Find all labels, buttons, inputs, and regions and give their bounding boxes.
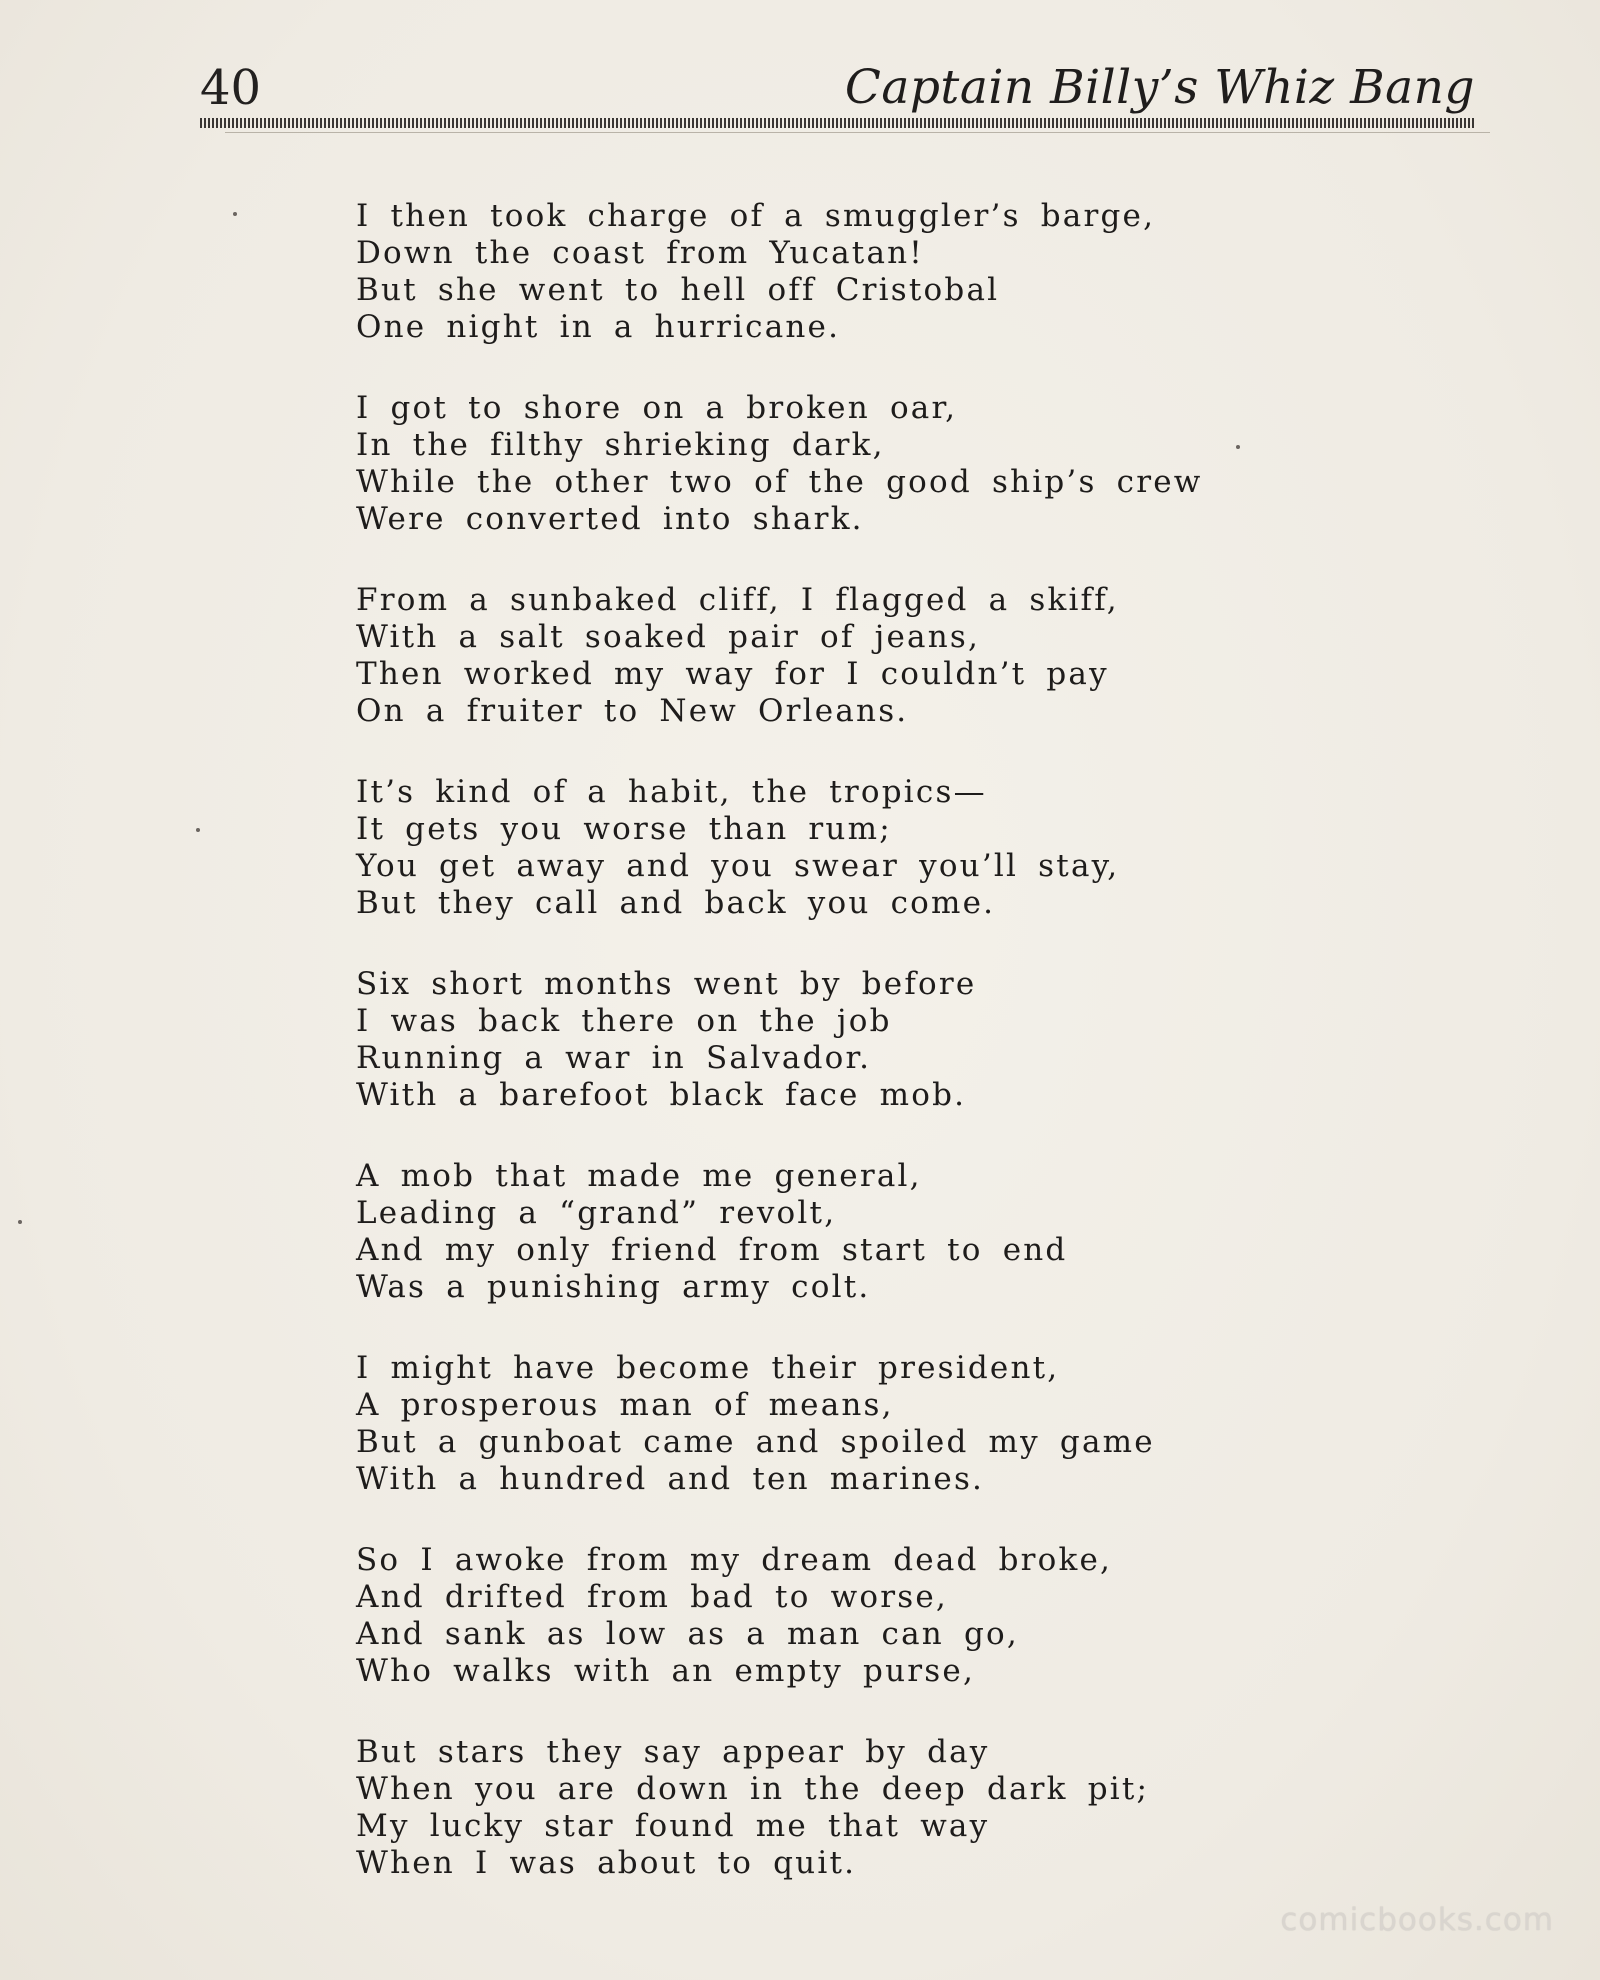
poem-line: It gets you worse than rum; — [356, 811, 892, 847]
poem-line: With a salt soaked pair of jeans, — [356, 619, 981, 655]
poem-line: I was back there on the job — [356, 1003, 892, 1039]
poem-line: So I awoke from my dream dead broke, — [356, 1542, 1113, 1578]
poem-line: One night in a hurricane. — [356, 309, 841, 345]
poem-line: Running a war in Salvador. — [356, 1040, 872, 1076]
poem-line: With a barefoot black face mob. — [356, 1077, 967, 1113]
stanza — [356, 1542, 1336, 1690]
page-header — [200, 58, 1475, 118]
stanza — [356, 966, 1336, 1114]
poem-line: But stars they say appear by day — [356, 1734, 990, 1770]
poem-line: I might have become their president, — [356, 1350, 1060, 1386]
poem-line: On a fruiter to New Orleans. — [356, 693, 909, 729]
page-number: 40 — [200, 60, 262, 116]
poem-line: In the filthy shrieking dark, — [356, 427, 885, 463]
poem-line: Then worked my way for I couldn’t pay — [356, 656, 1109, 692]
poem-line: But she went to hell off Cristobal — [356, 272, 1000, 308]
poem-line: And drifted from bad to worse, — [356, 1579, 948, 1615]
poem-line: With a hundred and ten marines. — [356, 1461, 985, 1497]
poem-line: Who walks with an empty purse, — [356, 1653, 975, 1689]
poem-line: A prosperous man of means, — [356, 1387, 894, 1423]
stanza — [356, 198, 1336, 346]
header-rule — [200, 118, 1475, 128]
poem-line: Was a punishing army colt. — [356, 1269, 871, 1305]
poem-line: When I was about to quit. — [356, 1845, 857, 1881]
poem-line: A mob that made me general, — [356, 1158, 922, 1194]
stanza — [356, 1158, 1336, 1306]
ink-speck — [196, 828, 200, 832]
poem-line: When you are down in the deep dark pit; — [356, 1771, 1150, 1807]
poem-line: My lucky star found me that way — [356, 1808, 990, 1844]
poem-line: But they call and back you come. — [356, 885, 996, 921]
poem-line: Down the coast from Yucatan! — [356, 235, 924, 271]
poem-line: While the other two of the good ship’s crew — [356, 464, 1203, 500]
poem-line: But a gunboat came and spoiled my game — [356, 1424, 1155, 1460]
poem-line: Were converted into shark. — [356, 501, 864, 537]
stanza — [356, 390, 1336, 538]
stanza — [356, 1734, 1336, 1882]
poem-line: And sank as low as a man can go, — [356, 1616, 1019, 1652]
poem-line: I then took charge of a smuggler’s barge, — [356, 198, 1156, 234]
stanza — [356, 1350, 1336, 1498]
running-title: Captain Billy’s Whiz Bang — [844, 60, 1475, 115]
stanza — [356, 774, 1336, 922]
watermark: comicbooks.com — [1280, 1902, 1554, 1938]
poem-line: You get away and you swear you’ll stay, — [356, 848, 1120, 884]
header-underline — [225, 132, 1490, 133]
poem-line: From a sunbaked cliff, I flagged a skiff, — [356, 582, 1119, 618]
stanza — [356, 582, 1336, 730]
poem-line: I got to shore on a broken oar, — [356, 390, 958, 426]
ink-speck — [1236, 445, 1240, 449]
poem-line: It’s kind of a habit, the tropics— — [356, 774, 987, 810]
ink-speck — [18, 1220, 22, 1224]
poem-body — [356, 198, 1336, 1926]
poem-line: Six short months went by before — [356, 966, 977, 1002]
poem-line: Leading a “grand” revolt, — [356, 1195, 837, 1231]
ink-speck — [233, 212, 237, 216]
poem-line: And my only friend from start to end — [356, 1232, 1068, 1268]
